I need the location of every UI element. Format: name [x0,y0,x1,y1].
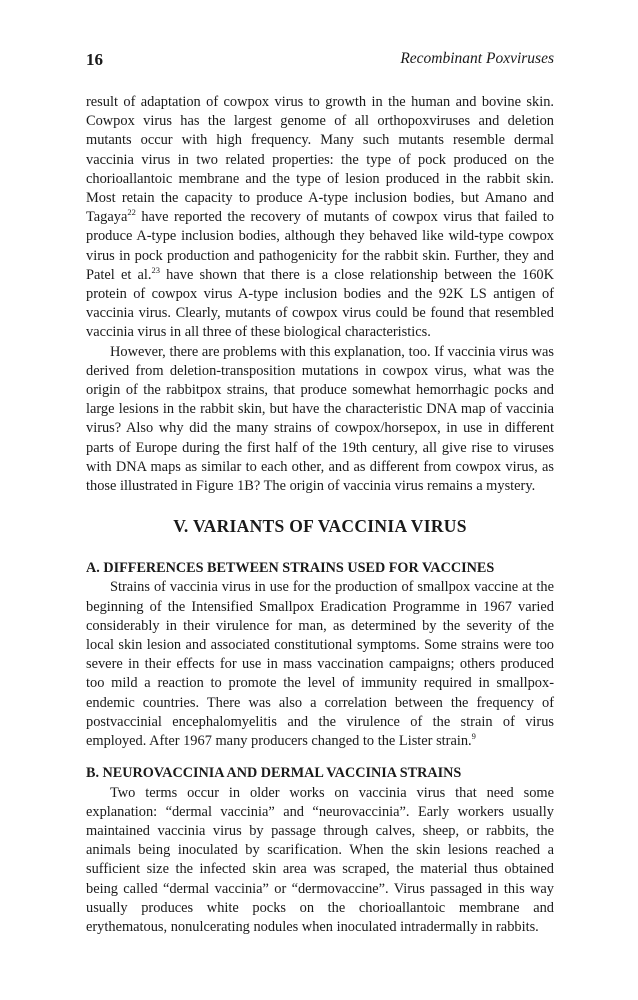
page-body [86,93,554,937]
paragraph-text: result of adaptation of cowpox virus to growth in the human and bovine skin. Cowpox virus has the largest genome of all orthopoxviruses and deletion mutants occur with high frequency. Many such mutants resemble dermal vaccinia virus in two related properties: the type of pock produced on the chorioallantoic membrane and the type of lesion produced in the rabbit skin. Most retain the capacity to produce A-type inclusion bodies, but Amano and Tagaya [86,94,554,226]
page-number: 16 [86,50,103,69]
running-title: Recombinant Poxviruses [400,50,554,67]
paragraph-continued [86,93,554,343]
paragraph-text: have shown that there is a close relationship between the 160K protein of cowpox virus A-type inclusion bodies and the 92K LS antigen of vaccinia virus. Clearly, mutants of cowpox virus could be found that resembled vaccinia virus in all three of these biological characteristics. [86,266,555,341]
paragraph-text: Strains of vaccinia virus in use for the production of smallpox vaccine at the beginning of the Intensified Smallpox Eradication Programme in 1967 varied considerably in their virulence for man, as determined by the severity of the local skin lesion and associated constitutional symptoms. Some strains were too severe in their effects for use in mass vaccination campaigns; others produced too mild a reaction to promote the level of immunity required in smallpox-endemic countries. There was also a correlation between the frequency of postvaccinial encephalomyelitis and the virulence of the strain of virus employed. After 1967 many producers changed to the Lister strain. [86,579,554,750]
section-heading: V. VARIANTS OF VACCINIA VIRUS [173,516,467,537]
paragraph-dermal-vaccinia: Two terms occur in older works on vaccinia virus that need some explanation: “dermal vaccinia” and “neurovaccinia”. Early workers usually maintained vaccinia virus by passage through calves, sheep, or rabbits, the animals being inoculated by scarification. When the skin lesions reached a sufficient size the infected skin area was scraped, the material thus obtained being called “dermal vaccinia” or “dermovaccine”. Virus passaged in this way usually produces white pocks on the chorioallantoic membrane and erythematous, nonulcerating nodules when inoculated intradermally in rabbits. [86,784,554,935]
paragraph-origin-mystery: However, there are problems with this explanation, too. If vaccinia virus was derived from deletion-transposition mutations in cowpox virus, what was the origin of the rabbitpox strains, that produce somewhat hemorrhagic pocks and large lesions in the rabbit skin, but have the characteristic DNA map of vaccinia virus? Also why did the many strains of cowpox/horsepox, in use in different parts of Europe during the first half of the 19th century, all give rise to viruses with DNA maps as similar to each other, and as different from cowpox virus, as those illustrated in Figure 1B? The origin of vaccinia virus remains a mystery. [86,343,554,495]
subsection-heading-a: A. DIFFERENCES BETWEEN STRAINS USED FOR VACCINES [86,560,495,577]
citation-superscript: 22 [127,207,136,218]
paragraph-strain-differences [86,578,554,751]
spacer [86,751,554,764]
citation-superscript: 23 [151,264,160,275]
citation-superscript: 9 [471,731,476,742]
subsection-heading-b: B. NEUROVACCINIA AND DERMAL VACCINIA STRAINS [86,765,462,782]
running-header [86,50,554,74]
paragraph-text: have reported the recovery of mutants of cowpox virus that failed to produce A-type inclusion bodies, although they behaved like wild-type cowpox virus in pock production and pathogenicity for the rabbit skin. Further, they and Patel et al. [86,209,554,283]
